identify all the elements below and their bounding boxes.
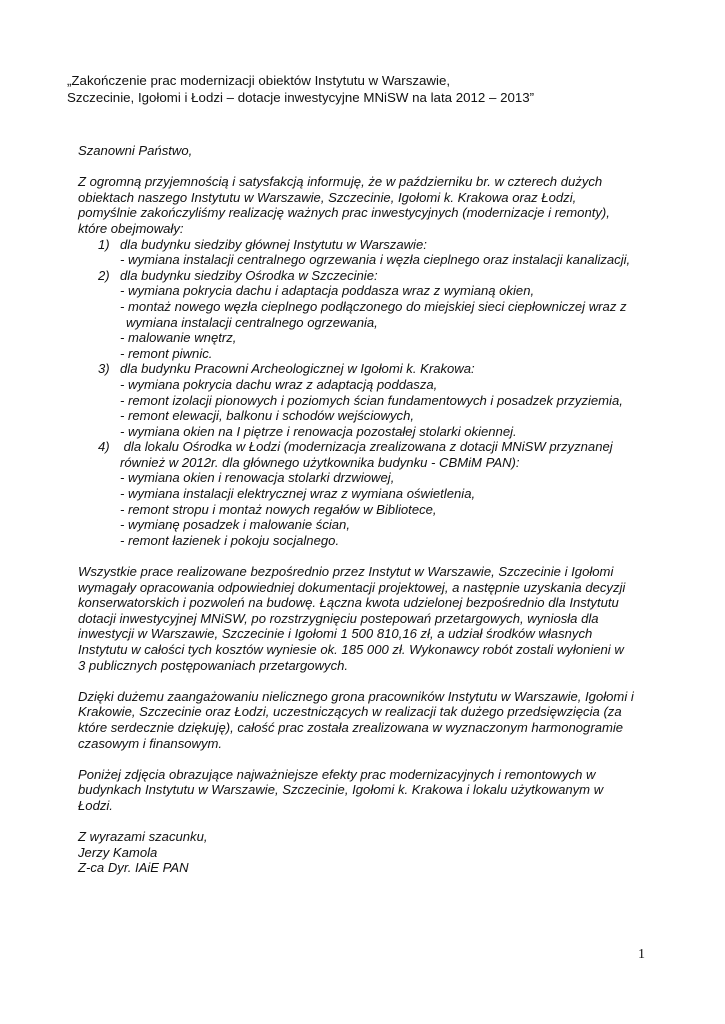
closing-line: Z wyrazami szacunku, [78,829,208,845]
item-text: dla budynku siedziby głównej Instytutu w Warszawie: [120,236,427,252]
sub-item: - remont stropu i montaż nowych regałów w Bibliotece, [120,501,437,517]
paragraph-line: Dzięki dużemu zaangażowaniu nielicznego grona pracowników Instytutu w Warszawie, Igołomi i [78,688,634,704]
sub-item: - wymiana okien na I piętrze i renowacja pozostałej stolarki okiennej. [120,423,517,439]
item-number: 2) [98,267,110,283]
sub-item: wymiana instalacji centralnego ogrzewania, [126,314,378,330]
paragraph-line: Wszystkie prace realizowane bezpośrednio przez Instytut w Warszawie, Szczecinie i Igołomi [78,564,614,580]
paragraph-line: które serdecznie dziękuję), całość prac została zrealizowana w wyznaczonym harmonogramie [78,719,624,735]
paragraph-line: wymagały opracowania odpowiedniej dokumentacji projektowej, a następnie uzyskania decyzji [78,579,626,595]
works-list [78,237,678,549]
intro-line: Z ogromną przyjemnością i satysfakcją informuję, że w październiku br. w czterech dużych [78,174,603,190]
sub-item: - malowanie wnętrz, [120,330,237,346]
paragraph-line: budynkach Instytutu w Warszawie, Szczecinie, Igołomi k. Krakowa i lokalu użytkowanym w [78,782,604,798]
paragraph-thanks [78,689,678,751]
signatory-title: Z-ca Dyr. IAiE PAN [78,860,189,876]
paragraph-line: 3 publicznych postępowaniach przetargowych. [78,657,349,673]
paragraph-line: czasowym i finansowym. [78,735,223,751]
item-text: dla lokalu Ośrodka w Łodzi (modernizacja zrealizowana z dotacji MNiSW przyznanej [120,439,613,455]
list-item [78,237,678,253]
list-item [78,439,678,455]
item-text: dla budynku Pracowni Archeologicznej w Igołomi k. Krakowa: [120,361,475,377]
closing-signature [78,829,678,876]
item-number: 4) [98,439,110,455]
list-item [78,268,678,284]
paragraph-photos [78,767,678,814]
intro-line: pomyślnie zakończyliśmy realizację ważnych prac inwestycyjnych (modernizacje i remonty), [78,205,610,221]
sub-item: - remont piwnic. [120,345,213,361]
intro-line: obiektach naszego Instytutu w Warszawie, Szczecinie, Igołomi k. Krakowa oraz Łodzi, [78,189,577,205]
paragraph-line: dotacji inwestycyjnej MNiSW, po rozstrzygnięciu postepowań przetargowych, wyniosła dla [78,610,599,626]
salutation: Szanowni Państwo, [78,143,193,158]
intro-paragraph [78,174,678,236]
paragraph-line: Łodzi. [78,797,113,813]
sub-item: - wymiana instalacji elektrycznej wraz z wymiana oświetlenia, [120,486,476,502]
paragraph-line: Instytutu w całości tych kosztów wyniesie ok. 185 000 zł. Wykonawcy robót zostali wyłonieni w [78,642,624,657]
list-item [78,361,678,377]
paragraph-line: Krakowie, Szczecinie oraz Łodzi, uczestniczących w realizacji tak dużego przedsięwzięcia (za [78,704,622,720]
sub-item: - wymianę posadzek i malowanie ścian, [120,517,350,533]
sub-item: - wymiana pokrycia dachu i adaptacja poddasza wraz z wymianą okien, [120,283,535,299]
sub-item: - wymiana okien i renowacja stolarki drzwiowej, [120,470,395,486]
page-number: 1 [638,947,645,962]
intro-line: które obejmowały: [78,220,184,236]
paragraph-line: Poniżej zdjęcia obrazujące najważniejsze efekty prac modernizacyjnych i remontowych w [78,766,596,782]
paragraph-line: konserwatorskich i pozwoleń na budowę. Łączna kwota udzielonej bezpośrednio dla Instytutu [78,595,619,611]
paragraph-line: inwestycji w Warszawie, Szczecinie i Igołomi 1 500 810,16 zł, a udział środków własnych [78,626,593,642]
title-line: Szczecinie, Igołomi i Łodzi – dotacje inwestycyjne MNiSW na lata 2012 – 2013” [67,90,535,105]
item-text-continued: również w 2012r. dla głównego użytkownika budynku - CBMiM PAN): [120,454,520,470]
item-number: 1) [98,236,110,252]
sub-item: - remont elewacji, balkonu i schodów wejściowych, [120,408,415,424]
item-text: dla budynku siedziby Ośrodka w Szczecinie: [120,267,378,283]
sub-item: - remont łazienek i pokoju socjalnego. [120,532,340,548]
signatory-name: Jerzy Kamola [78,844,158,860]
sub-item: - wymiana instalacji centralnego ogrzewania i węzła cieplnego oraz instalacji kanalizacji, [120,252,631,268]
letter-body [78,143,678,876]
paragraph-costs [78,564,678,673]
sub-item: - montaż nowego węzła cieplnego podłączonego do miejskiej sieci ciepłowniczej wraz z [120,298,627,314]
item-number: 3) [98,361,110,377]
sub-item: - wymiana pokrycia dachu wraz z adaptacją poddasza, [120,376,438,392]
title-line: „Zakończenie prac modernizacji obiektów Instytutu w Warszawie, [67,73,451,88]
document-title [67,72,687,106]
sub-item: - remont izolacji pionowych i poziomych ścian fundamentowych i posadzek przyziemia, [120,392,623,408]
